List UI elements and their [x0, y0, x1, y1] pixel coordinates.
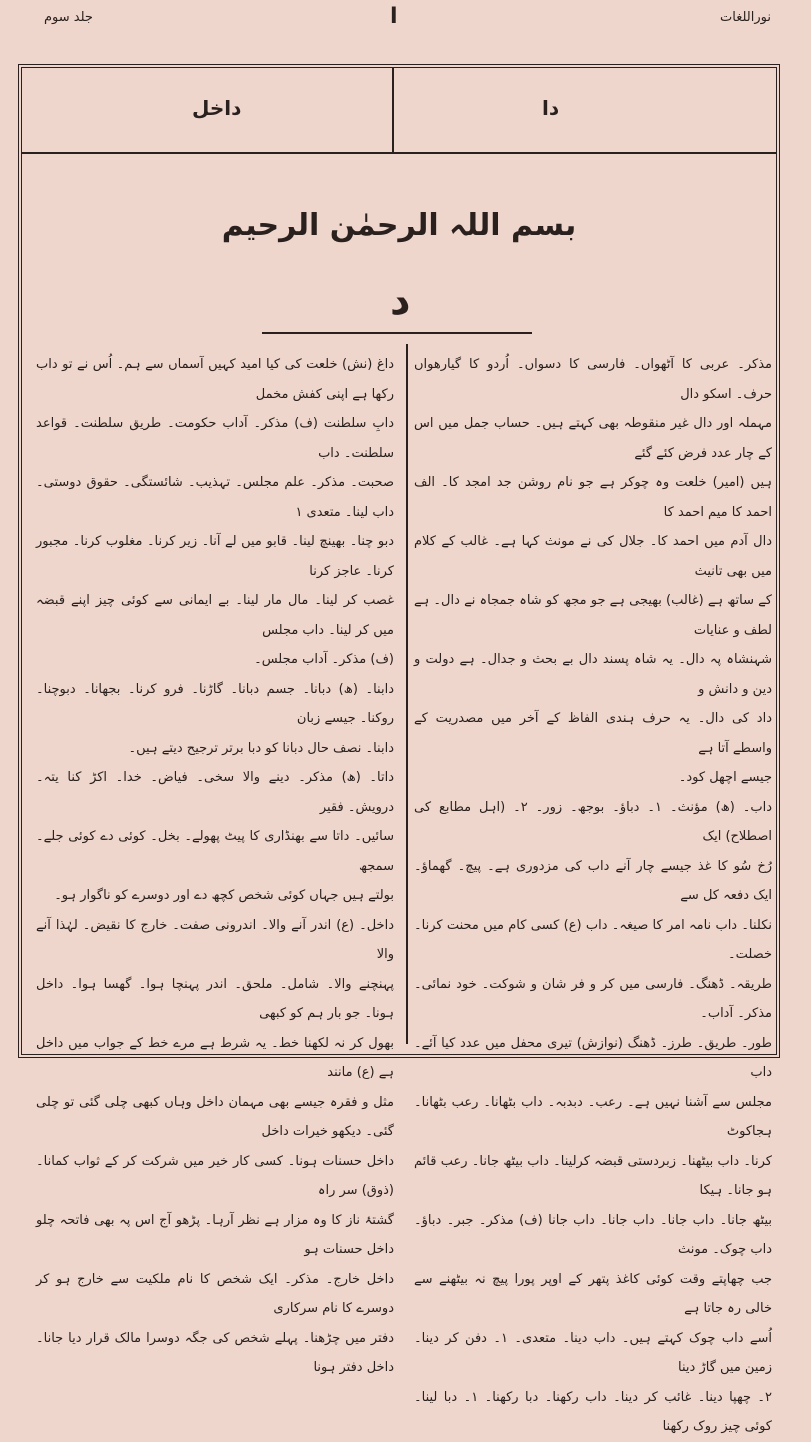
entry-line: مجلس سے آشنا نہیں ہے۔ رعب۔ دبدبہ۔ داب بٹھانا۔ رعب بٹھانا۔ ہجاکوٹ: [414, 1094, 772, 1139]
entry-line: رُخ سُو کا غذ جیسے چار آنے داب کی مزدوری ہے۔ پیچ۔ گھماؤ۔ ایک دفعہ کل سے: [414, 858, 772, 903]
entry-line: دفتر میں چڑھنا۔ پہلے شخص کی جگہ دوسرا مالک قرار دیا جانا۔ داخل دفتر ہونا: [36, 1330, 394, 1375]
entry-line: مہملہ اور دال غیر منقوطہ بھی کہتے ہیں۔ حساب جمل میں اس کے چار عدد فرض کئے گئے: [414, 416, 772, 461]
entry-line: بھول کر نہ لکھنا خط۔ یہ شرط ہے مرے خط کے جواب میں داخل ہے (ع) مانند: [36, 1035, 394, 1080]
entry-line: اُسے داب چوک کہتے ہیں۔ داب دینا۔ متعدی۔ ۱۔ دفن کر دینا۔ زمین میں گاڑ دینا: [414, 1330, 772, 1375]
entry-line: طریقہ۔ ڈھنگ۔ فارسی میں کر و فر شان و شوکت۔ خود نمائی۔ مذکر۔ آداب۔: [414, 976, 772, 1021]
entry-line: شہنشاہ پہ دال۔ یہ شاہ پسند دال بے بحث و جدال۔ ہے دولت و دین و دانش و: [414, 652, 772, 697]
entry-line: داب۔ (ھ) مؤنث۔ ۱۔ دباؤ۔ بوجھ۔ زور۔ ۲۔ (اہل مطابع کی اصطلاح) ایک: [414, 799, 773, 844]
entry-line: بیٹھ جانا۔ داب جانا۔ داب جانا۔ داب جانا (ف) مذکر۔ جبر۔ دباؤ۔ داب چوک۔ مونث: [414, 1212, 772, 1257]
entry-line: مثل و فقرہ جیسے بھی مہمان داخل وہاں کبھی چلی گئی تو چلی گئی۔ دیکھو خیرات داخل: [36, 1094, 394, 1139]
entry-line: دبو چنا۔ بھینچ لینا۔ قابو میں لے آنا۔ زیر کرنا۔ مغلوب کرنا۔ مجبور کرنا۔ عاجز کرنا: [36, 534, 394, 579]
entry-line: ہیں (امیر) خلعت وہ چوکر ہے جو نام روشن جد امجد کا۔ الف احمد کا میم احمد کا: [414, 475, 772, 520]
left-column: [36, 350, 394, 1383]
bismillah-heading: بسم اللہ الرحمٰن الرحیم: [221, 208, 577, 243]
entry-line: دابنا۔ نصف حال دبانا کو دبا برتر ترجیح دیتے ہیں۔: [128, 740, 394, 756]
entry-line: پہنچنے والا۔ شامل۔ ملحق۔ اندر پہنچا ہوا۔ گھسا ہوا۔ داخل ہونا۔ جو بار ہم کو کبھی: [36, 976, 394, 1021]
running-header-right: نوراللغات: [720, 10, 771, 25]
entry-line: سائیں۔ داتا سے بھنڈاری کا پیٹ پھولے۔ بخل۔ کوئی دے کوئی جلے۔ سمجھ: [36, 829, 394, 874]
entry-line: طور۔ طریق۔ طرز۔ ڈھنگ (نوازش) تیری محفل میں عدد کیا آئے۔ داب: [414, 1035, 772, 1080]
entry-line: ۲۔ چھپا دینا۔ غائب کر دینا۔ داب رکھنا۔ دبا رکھنا۔ ۱۔ دبا لینا۔ کوئی چیز روک رکھنا: [414, 1389, 772, 1434]
entry-line: داغ (نش) خلعت کی کیا امید کہیں آسماں سے ہم۔ اُس نے تو داب رکھا ہے اپنی کفش مخمل: [36, 357, 394, 402]
entry-line: بولتے ہیں جہاں کوئی شخص کچھ دے اور دوسرے کو ناگوار ہو۔: [54, 888, 394, 903]
entry-line: غصب کر لینا۔ مال مار لینا۔ بے ایمانی سے کوئی چیز اپنے قبضہ میں کر لینا۔ داب مجلس: [36, 593, 394, 638]
entry-line: داخل حسنات ہونا۔ کسی کار خیر میں شرکت کر کے ثواب کمانا۔ (ذوق) سر راہ: [36, 1153, 394, 1198]
running-header-left: جلد سوم: [44, 10, 93, 25]
page-number: ا: [390, 4, 398, 29]
column-divider: [406, 344, 408, 1044]
entry-line: مذکر۔ عربی کا آٹھواں۔ فارسی کا دسواں۔ اُردو کا گیارھواں حرف۔ اسکو دال: [414, 357, 772, 402]
entry-line: صحبت۔ مذکر۔ علم مجلس۔ تہذیب۔ شائستگی۔ حقوق دوستی۔ داب لینا۔ متعدی ۱: [36, 475, 394, 520]
entry-line: دابِ سلطنت (ف) مذکر۔ آداب حکومت۔ طریق سلطنت۔ قواعد سلطنت۔ داب: [36, 416, 394, 461]
right-column: [414, 350, 772, 1442]
entry-line: داخل۔ (ع) اندر آنے والا۔ اندرونی صفت۔ خارج کا نقیض۔ لہٰذا آنے والا: [36, 917, 394, 962]
guide-word-header: [22, 68, 776, 154]
entry-line: گشتۂ ناز کا وہ مزار ہے نظر آرہا۔ پڑھو آج اس پہ بھی فاتحہ چلو داخل حسنات ہو: [36, 1212, 394, 1257]
entry-line: داتا۔ (ھ) مذکر۔ دینے والا سخی۔ فیاض۔ خدا۔ اکڑ کنا یتہ۔ درویش۔ فقیر: [36, 770, 394, 815]
entry-line: کے ساتھ ہے (غالب) بھیجی ہے جو مجھ کو شاہ جمجاہ نے دال۔ ہے لطف و عنایات: [414, 593, 772, 638]
entry-line: داد کی دال۔ یہ حرف ہندی الفاظ کے آخر میں مصدریت کے واسطے آتا ہے: [414, 711, 772, 756]
entry-line: دال آدم میں احمد کا۔ جلال کی نے مونث کہا ہے۔ غالب کے کلام میں بھی تانیث: [414, 534, 772, 579]
entry-line: (ف) مذکر۔ آداب مجلس۔: [254, 652, 394, 667]
entry-line: نکلنا۔ داب نامہ امر کا صیغہ۔ داب (ع) کسی کام میں محنت کرنا۔ خصلت۔: [414, 917, 772, 962]
page-frame: [18, 64, 780, 1434]
section-letter: د: [390, 278, 411, 324]
section-rule: [262, 332, 532, 334]
guide-word-left: داخل: [192, 96, 242, 120]
header-divider: [392, 68, 394, 152]
entry-line: داخل خارج۔ مذکر۔ ایک شخص کا نام ملکیت سے خارج ہو کر دوسرے کا نام سرکاری: [36, 1271, 394, 1316]
entry-line: جیسے اچھل کود۔: [678, 770, 772, 785]
guide-word-right: دا: [542, 96, 560, 120]
entry-line: دابنا۔ (ھ) دبانا۔ جسم دبانا۔ گاڑنا۔ فرو کرنا۔ بجھانا۔ دبوچنا۔ روکنا۔ جیسے زبان: [36, 681, 394, 726]
entry-line: کرنا۔ داب بیٹھنا۔ زبردستی قبضہ کرلینا۔ داب بیٹھ جانا۔ رعب قائم ہو جانا۔ ہیکا: [414, 1153, 772, 1198]
entry-line: جب چھاپتے وقت کوئی کاغذ پتھر کے اوپر پورا پیچ نہ بیٹھنے سے خالی رہ جاتا ہے: [414, 1271, 772, 1316]
